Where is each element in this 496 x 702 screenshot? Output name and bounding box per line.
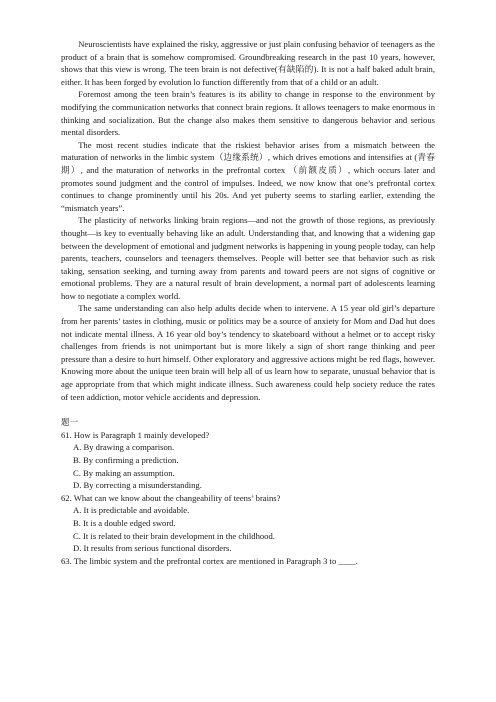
passage-paragraph-3: The most recent studies indicate that the riskiest behavior arises from a mismatch between the maturation of networks in the limbic system（边缘系统）, which drives emotions and intensifies at (青春期）, and the maturation of networks in the prefrontal cortex （前额皮质）, which occurs later and promotes sound judgment and the control of impulses. Indeed, we now know that one’s prefrontal cortex continues to change prominently until his 20s. And yet puberty seems to starling earlier, extending the “mismatch years”. [61, 139, 435, 213]
section-label: 题一 [61, 417, 79, 428]
option-c: C. It is related to their brain development in the childhood. [73, 530, 275, 541]
option-c: C. By making an assumption. [73, 467, 175, 478]
option-d: D. It results from serious functional disorders. [73, 543, 232, 554]
passage-paragraph-4: The plasticity of networks linking brain regions—and not the growth of those regions, as previously thought—is key to eventually behaving like an adult. Understanding that, and knowing that a widening gap between the development of emotional and judgment networks is happening in young people today, can help parents, teachers, counselors and teenagers themselves. People will better see that behavior such as risk taking, sensation seeking, and turning away from parents and toward peers are not signs of cognitive or emotional problems. They are a natural result of brain development, a normal part of adolescents learning how to negotiate a complex world. [61, 215, 435, 301]
question-stem: 63. The limbic system and the prefrontal cortex are mentioned in Paragraph 3 to ____. [61, 555, 358, 566]
question-stem: 62. What can we know about the changeability of teens’ brains? [61, 492, 281, 503]
question-61 [61, 429, 435, 492]
reading-passage [61, 38, 435, 403]
question-63 [61, 555, 435, 568]
option-a: A. It is predictable and avoidable. [73, 505, 190, 516]
option-b: B. It is a double edged sword. [73, 517, 176, 528]
question-62 [61, 492, 435, 555]
passage-paragraph-1: Neuroscientists have explained the risky, aggressive or just plain confusing behavior of teenagers as the product of a brain that is somehow compromised. Groundbreaking research in the past 10 years, however, shows that this view is wrong. The teen brain is not defective(有缺陷的). It is not a half baked adult brain, either. It has been forged by evolution lo function differently from that of a child or an adult. [61, 39, 435, 87]
passage-paragraph-2: Foremost among the teen brain’s features is its ability to change in response to the environment by modifying the communication networks that connect brain regions. It allows teenagers to make enormous in thinking and socialization. But the change also makes them sensitive to dangerous behavior and serious mental disorders. [61, 89, 435, 138]
question-stem: 61. How is Paragraph 1 mainly developed? [61, 429, 210, 440]
option-d: D. By correcting a misunderstanding. [73, 480, 202, 491]
option-b: B. By confirming a prediction. [73, 455, 179, 465]
passage-paragraph-5: The same understanding can also help adults decide when to intervene. A 15 year old girl’s departure from her parents’ tastes in clothing, music or politics may be a source of anxiety for Mom and Dad hut does not indicate mental illness. A 16 year old boy’s tendency to skateboard without a helmet or to accept risky challenges from friends is not unimportant but is more likely a sign of short range thinking and peer pressure than a desire to hurt himself. Other exploratory and aggressive actions might be red flags, however. Knowing more about the unique teen brain will help all of us learn how to separate, unusual behavior that is age appropriate from that which might indicate illness. Such awareness could help society reduce the rates of teen addiction, motor vehicle accidents and depression. [61, 303, 435, 402]
option-a: A. By drawing a comparison. [73, 442, 175, 453]
